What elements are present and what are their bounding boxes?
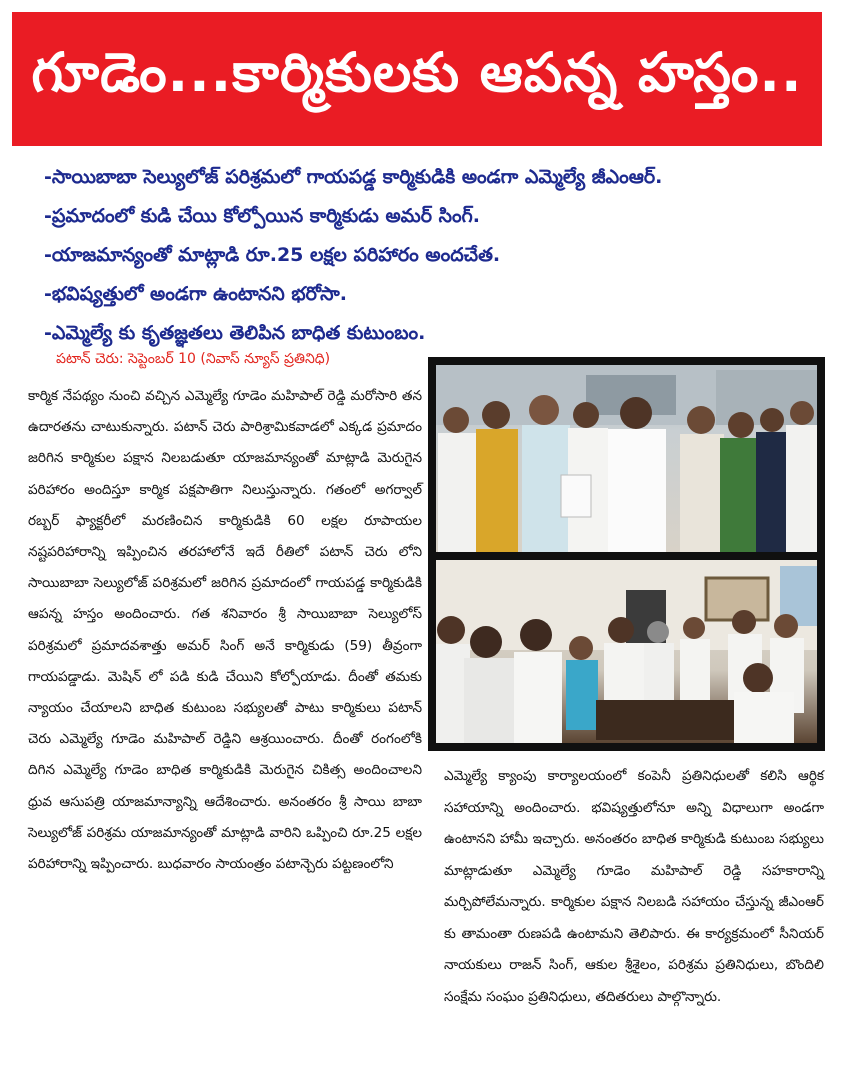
- subheadline: -సాయిబాబా సెల్యులోజ్ పరిశ్రమలో గాయపడ్డ కార్మికుడికి అండగా ఎమ్మెల్యే జీఎంఆర్.: [44, 166, 663, 188]
- photo-panel: [428, 357, 825, 751]
- subheadline: -భవిష్యత్తులో అండగా ఉంటానని భరోసా.: [44, 283, 347, 305]
- photo-camp-office-meeting: [436, 560, 817, 743]
- headline-text: గూడెం...కార్మికులకు ఆపన్న హస్తం..: [31, 40, 803, 104]
- article-body-right: ఎమ్మెల్యే క్యాంపు కార్యాలయంలో కంపెనీ ప్రతినిధులతో కలిసి ఆర్థిక సహాయాన్ని అందించారు. భవిష్యత్తులోనూ అన్ని విధాలుగా అండగా ఉంటానని హామీ ఇచ్చారు. అనంతరం బాధిత కార్మికుడి కుటుంబ సభ్యులు మాట్లాడుతూ ఎమ్మెల్యే గూడెం మహిపాల్ రెడ్డి సహకారాన్ని మర్చిపోలేమన్నారు. కార్మికుల పక్షాన నిలబడి సహాయం చేస్తున్న జీఎంఆర్ కు తామంతా రుణపడి ఉంటామని తెలిపారు. ఈ కార్యక్రమంలో సీనియర్ నాయకులు రాజన్ సింగ్, ఆకుల శ్రీశైలం, పరిశ్రమ ప్రతినిధులు, బొందిలి సంక్షేమ సంఘం ప్రతినిధులు, తదితరులు పాల్గొన్నారు.: [444, 768, 824, 1005]
- article-body-left: కార్మిక నేపథ్యం నుంచి వచ్చిన ఎమ్మెల్యే గూడెం మహిపాల్ రెడ్డి మరోసారి తన ఉదారతను చాటుకున్నారు. పటాన్ చెరు పారిశ్రామికవాడలో ఎక్కడ ప్రమాదం జరిగిన కార్మికుల పక్షాన నిలబడుతూ యాజమాన్యంతో మాట్లాడి మెరుగైన పరిహారం అందిస్తూ కార్మిక పక్షపాతిగా నిలుస్తున్నారు. గతంలో అగర్వాల్ రబ్బర్ ఫ్యాక్టరీలో మరణించిన కార్మికుడికి 60 లక్షల రూపాయల నష్టపరిహారాన్ని ఇప్పించిన తరహాలోనే ఇదే రీతిలో పటాన్ చెరు లోని సాయిబాబా సెల్యులోజ్ పరిశ్రమలో జరిగిన ప్రమాదంలో గాయపడ్డ కార్మికుడికి ఆపన్న హస్తం అందించారు. గత శనివారం శ్రీ సాయిబాబా సెల్యులోస్ పరిశ్రమలో ప్రమాదవశాత్తు అమర్ సింగ్ అనే కార్మికుడు (59) తీవ్రంగా గాయపడ్డాడు. మెషిన్ లో పడి కుడి చేయిని కోల్పోయాడు. దీంతో తమకు న్యాయం చేయాలని బాధిత కుటుంబ సభ్యులతో పాటు కార్మికులు పటాన్ చెరు ఎమ్మెల్యే గూడెం మహిపాల్ రెడ్డిని ఆశ్రయించారు. దీంతో రంగంలోకి దిగిన ఎమ్మెల్యే గూడెం బాధిత కార్మికుడికి మెరుగైన చికిత్స అందించాలని ధ్రువ ఆసుపత్రి యాజమాన్యాన్ని ఆదేశించారు. అనంతరం శ్రీ సాయి బాబా సెల్యులోజ్ పరిశ్రమ యాజమాన్యంతో మాట్లాడి వారిని ఒప్పించి రూ.25 లక్షల పరిహారాన్ని ఇప్పించారు. బుధవారం సాయంత్రం పటాన్చెరు పట్టణంలోని: [28, 388, 422, 873]
- subheadline: -ఎమ్మెల్యే కు కృతజ్ఞతలు తెలిపిన బాధిత కుటుంబం.: [44, 322, 426, 344]
- photo-cheque-handover: [436, 365, 817, 552]
- article-column-left: [28, 381, 422, 880]
- headline-banner: [12, 12, 822, 146]
- dateline: పటాన్ చెరు: సెప్టెంబర్ 10 (నివాస్ న్యూస్ ప్రతినిధి): [56, 351, 331, 367]
- subheadline: -యాజమాన్యంతో మాట్లాడి రూ.25 లక్షల పరిహారం అందచేత.: [44, 244, 501, 266]
- article-column-right: [444, 761, 824, 1013]
- subheadline: -ప్రమాదంలో కుడి చేయి కోల్పోయిన కార్మికుడు అమర్ సింగ్.: [44, 205, 480, 227]
- subheadline-list: [44, 158, 834, 353]
